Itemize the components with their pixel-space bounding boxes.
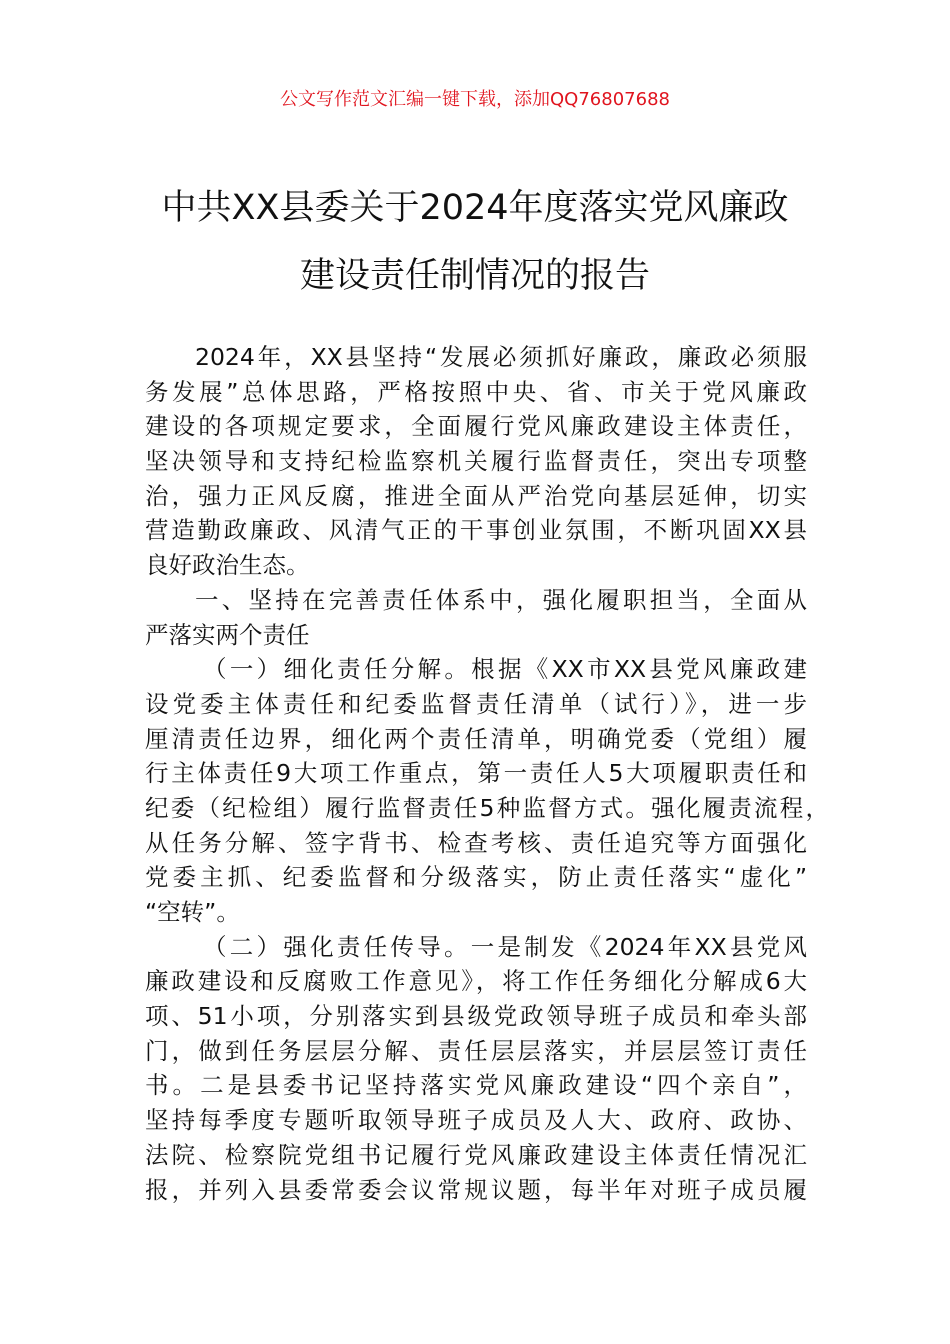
- body-line: 书。二是县委书记坚持落实党风廉政建设“四个亲自”，: [145, 1071, 807, 1100]
- section-heading-line: 一、坚持在完善责任体系中，强化履职担当，全面从: [195, 585, 807, 614]
- body-line: 坚持每季度专题听取领导班子成员及人大、政府、政协、: [145, 1106, 807, 1135]
- body-line: 廉政建设和反腐败工作意见》，将工作任务细化分解成6大: [145, 967, 807, 996]
- body-line: （二）强化责任传导。一是制发《2024年XX县党风: [203, 932, 807, 961]
- body-line: 建设的各项规定要求，全面履行党风廉政建设主体责任，: [145, 412, 807, 441]
- body-line: 坚决领导和支持纪检监察机关履行监督责任，突出专项整: [145, 447, 807, 476]
- body-line: 务发展”总体思路，严格按照中央、省、市关于党风廉政: [145, 377, 807, 406]
- body-line: 报，并列入县委常委会议常规议题，每半年对班子成员履: [145, 1175, 807, 1204]
- body-line: 门，做到任务层层分解、责任层层落实，并层层签订责任: [145, 1036, 807, 1065]
- body-line: 从任务分解、签字背书、检查考核、责任追究等方面强化: [145, 828, 807, 857]
- body-line: 法院、检察院党组书记履行党风廉政建设主体责任情况汇: [145, 1140, 807, 1169]
- download-banner: 公文写作范文汇编一键下载，添加QQ76807688: [280, 89, 670, 110]
- body-line: 纪委（纪检组）履行监督责任5种监督方式。强化履责流程，: [145, 793, 829, 822]
- document-title-line-1: 中共XX县委关于2024年度落实党风廉政: [161, 188, 789, 228]
- document-title-line-2: 建设责任制情况的报告: [299, 256, 650, 296]
- body-line: 党委主抓、纪委监督和分级落实，防止责任落实“虚化”: [145, 863, 807, 892]
- body-line: 治，强力正风反腐，推进全面从严治党向基层延伸，切实: [145, 481, 807, 510]
- body-line: 2024年，XX县坚持“发展必须抓好廉政，廉政必须服: [195, 343, 807, 371]
- document-body: [145, 340, 829, 1207]
- body-line: 行主体责任9大项工作重点，第一责任人5大项履职责任和: [145, 759, 807, 788]
- body-line: “空转”。: [145, 898, 240, 926]
- body-line: （一）细化责任分解。根据《XX市XX县党风廉政建: [203, 655, 807, 684]
- body-line: 厘清责任边界，细化两个责任清单，明确党委（党组）履: [145, 724, 807, 753]
- body-line: 营造勤政廉政、风清气正的干事创业氛围，不断巩固XX县: [145, 516, 807, 545]
- section-heading-line: 严落实两个责任: [145, 620, 310, 649]
- body-line: 良好政治生态。: [145, 551, 310, 580]
- body-line: 项、51小项，分别落实到县级党政领导班子成员和牵头部: [145, 1002, 807, 1031]
- body-line: 设党委主体责任和纪委监督责任清单（试行）》，进一步: [145, 689, 807, 718]
